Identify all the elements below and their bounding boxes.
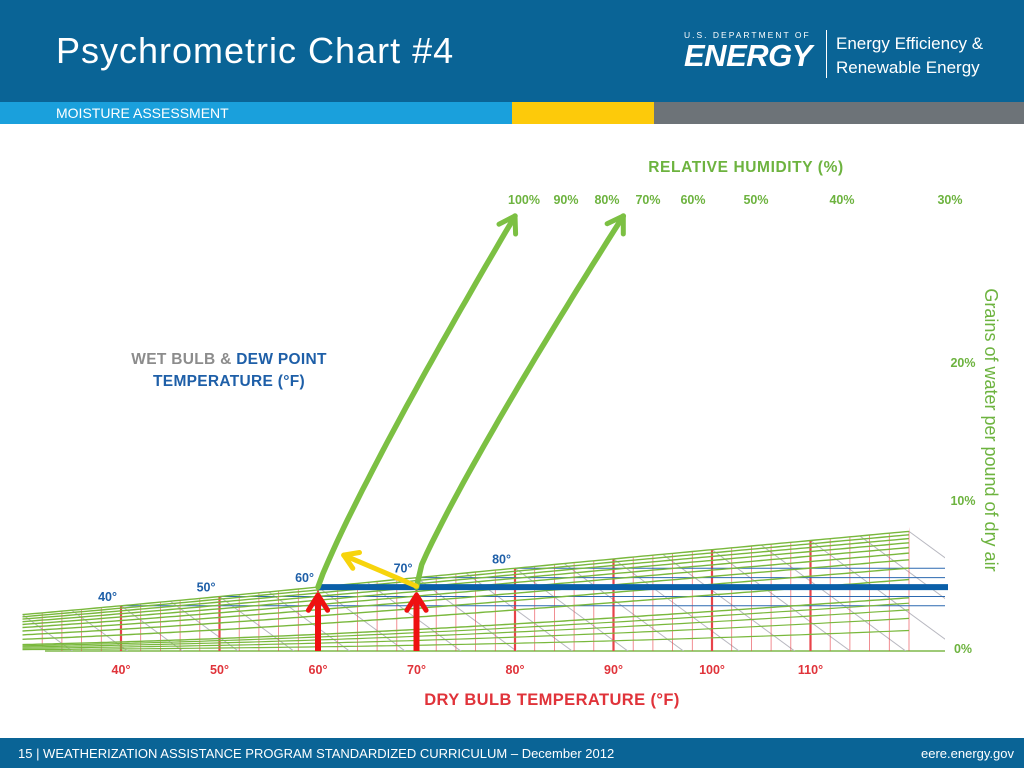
x-tick-label: 50°: [210, 663, 229, 677]
green-arrow-saturation: [318, 216, 515, 587]
section-label: MOISTURE ASSESSMENT: [56, 105, 229, 121]
rh-tick-label: 80%: [594, 193, 620, 207]
accent-band-yellow: [512, 102, 654, 124]
doe-logo-main: ENERGY: [684, 38, 812, 73]
rh-curve: [23, 531, 910, 614]
x-tick-label: 40°: [111, 663, 131, 677]
dew-point-label-part: DEW POINT: [236, 351, 327, 368]
dew-point-tick-label: 70°: [393, 561, 413, 576]
doe-logo: [684, 30, 812, 72]
doe-logo-top: U.S. DEPARTMENT OF: [684, 30, 811, 40]
rh-curve: [23, 543, 910, 622]
logo-divider: [826, 30, 827, 78]
page-title: Psychrometric Chart #4: [56, 30, 455, 71]
wet-bulb-label-part: WET BULB &: [131, 351, 237, 368]
psychrometric-chart: [0, 124, 1024, 738]
wet-bulb-dew-point-label: [131, 351, 327, 368]
y-tick-label: 10%: [950, 494, 976, 508]
x-tick-label: 90°: [604, 663, 623, 677]
x-tick-label: 100°: [699, 663, 725, 677]
x-tick-label: 110°: [797, 663, 824, 677]
rh-tick-label: 50%: [743, 193, 769, 207]
rh-tick-label: 90%: [553, 193, 579, 207]
rh-tick-label: 40%: [829, 193, 855, 207]
green-arrow-rh: [417, 216, 624, 587]
x-tick-label: 80°: [505, 663, 525, 677]
rh-tick-label: 70%: [635, 193, 661, 207]
dew-point-tick-label: 50°: [196, 580, 216, 595]
rh-curve: [23, 560, 910, 631]
wet-bulb-line: [121, 606, 271, 716]
accent-band-gray: [654, 102, 1024, 124]
y-tick-label: 20%: [950, 356, 976, 370]
chart-title: RELATIVE HUMIDITY (%): [648, 159, 844, 176]
rh-tick-label: 30%: [937, 193, 963, 207]
wet-bulb-line: [564, 564, 714, 674]
dew-point-tick-label: 40°: [98, 589, 117, 604]
rh-tick-label: 100%: [508, 193, 540, 207]
y-axis-title: Grains of water per pound of dry air: [981, 288, 1001, 572]
eere-line-2: Renewable Energy: [836, 58, 980, 77]
footer-text: 15 | WEATHERIZATION ASSISTANCE PROGRAM STANDARDIZED CURRICULUM – December 2012: [18, 746, 615, 761]
dew-point-tick-label: 60°: [295, 571, 314, 586]
x-tick-label: 60°: [308, 663, 328, 677]
eere-line-1: Energy Efficiency &: [836, 34, 984, 53]
footer-url: eere.energy.gov: [921, 746, 1014, 761]
rh-tick-label: 60%: [680, 193, 706, 207]
dew-point-tick-label: 80°: [492, 552, 511, 567]
y-tick-label: 0%: [953, 642, 973, 656]
x-axis-title: DRY BULB TEMPERATURE (°F): [424, 691, 680, 709]
eere-logo: [836, 32, 983, 80]
x-tick-label: 70°: [407, 663, 426, 677]
temperature-label-line2: TEMPERATURE (°F): [153, 373, 305, 390]
